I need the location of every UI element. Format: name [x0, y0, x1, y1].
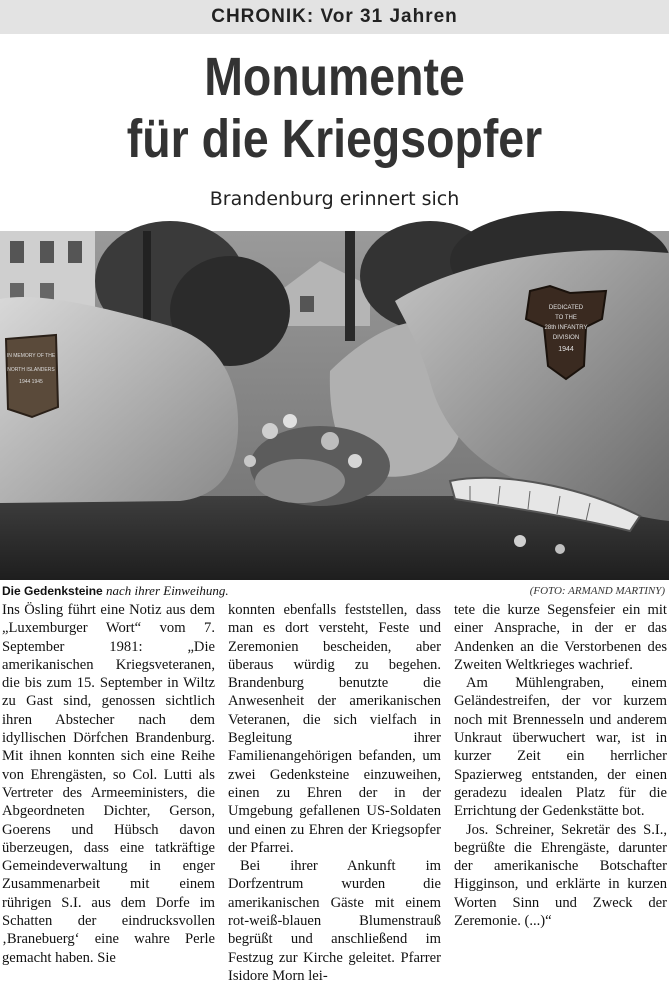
paragraph: Jos. Schreiner, Sekretär des S.I., begrüßte die Ehrengäste, darunter der amerikanische Botschafter Higginson, und erklärte in kurzen Worten Sinn und Zweck der Zeremonie. (...)“ [454, 821, 667, 930]
article-column-3 [454, 601, 667, 930]
plaque-right-line-2: TO THE [555, 315, 577, 321]
plaque-left-line-3: 1944 1945 [19, 379, 43, 385]
memorial-photo-image [0, 231, 669, 580]
plaque-left-line-2: NORTH ISLANDERS [7, 367, 55, 373]
plaque-right-line-3: 28th INFANTRY [544, 325, 588, 331]
photo-credit: (FOTO: ARMAND MARTINY) [529, 585, 665, 597]
paragraph: konnten ebenfalls feststellen, dass man es dort versteht, Feste und Zeremonien bescheiden, aber überaus würdig zu begehen. Brandenburg benutzte die Anwesenheit der amerikanischen Veteranen, die sich vielfach in Begleitung ihrer Familienangehörigen befanden, um zwei Gedenksteine einzuweihen, einen zu Ehren der in der Umgebung gefallenen US-Soldaten und einen zu Ehren der Kriegsopfer der Pfarrei. [228, 602, 441, 856]
plaque-right-line-5: 1944 [558, 346, 574, 353]
article-column-2 [228, 601, 441, 984]
headline-line-1: Monumente [204, 47, 465, 107]
paragraph: tete die kurze Segensfeier ein mit einer Ansprache, in der er das Andenken an die Verstorbenen des Zweiten Weltkrieges wachrief. [454, 602, 667, 673]
caption-lead: Die Gedenksteine [2, 584, 103, 598]
plaque-right-line-4: DIVISION [552, 335, 580, 341]
caption-text: nach ihrer Einweihung. [102, 583, 229, 598]
plaque-right-line-1: DEDICATED [548, 305, 584, 311]
subheadline: Brandenburg erinnert sich [209, 188, 460, 210]
paragraph: Ins Ösling führt eine Notiz aus dem „Luxemburger Wort“ vom 7. September 1981: „Die amerikanischen Kriegsveteranen, die bis zum 15. September in Wiltz zu Gast sind, genossen sichtlich ihren Abstecher nach dem idyllischen Dörfchen Brandenburg. Mit ihnen konnten sich eine Reihe von Ehrengästen, so Col. Lutti als Vertreter des Armeeministers, die Abgeordneten Dichter, Gerson, Goerens und Hübsch davon überzeugen, dass eine tatkräftige Gemeindeverwaltung in enger Zusammenarbeit mit einem rührigen S.I. aus dem Dorfe im Schatten der eindrucksvollen ‚Branebuerg‘ eine wahre Perle gemacht haben. Sie [2, 602, 215, 966]
paragraph: Bei ihrer Ankunft im Dorfzentrum wurden die amerikanischen Gäste mit einem rot-weiß-blauen Blumenstrauß begrüßt und anschließend im Festzug zur Kirche geleitet. Pfarrer Isidore Morn lei- [228, 858, 441, 984]
article-column-1 [2, 601, 215, 966]
article-body [2, 601, 667, 984]
headline [47, 46, 622, 170]
section-kicker: CHRONIK: Vor 31 Jahren [0, 0, 669, 34]
paragraph: Am Mühlengraben, einem Geländestreifen, der vor kurzem noch mit Brennesseln und anderem Unkraut überwuchert war, ist in kurzer Zeit ein herrlicher Spazierweg entstanden, der einen geradezu idealen Platz für die Errichtung der Gedenkstätte bot. [454, 675, 667, 820]
memorial-photo [0, 231, 669, 580]
headline-line-2: für die Kriegsopfer [126, 109, 543, 169]
plaque-left-line-1: IN MEMORY OF THE [6, 353, 56, 359]
